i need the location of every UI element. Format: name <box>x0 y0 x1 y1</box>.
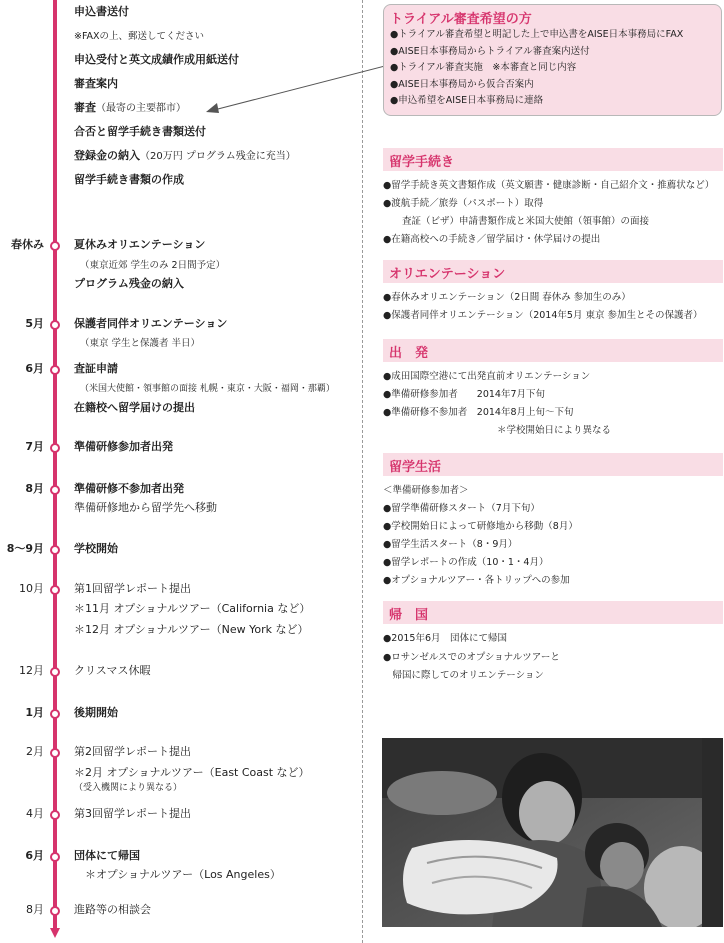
trial-item: ●申込希望をAISE日本事務局に連絡 <box>390 95 544 106</box>
timeline-dot <box>50 485 60 495</box>
section-item: ●在籍高校への手続き／留学届け・休学届けの提出 <box>383 234 601 245</box>
trial-item: ●AISE日本事務局からトライアル審査案内送付 <box>390 46 590 57</box>
month-label: 6月 <box>25 362 44 375</box>
event-line: 在籍校へ留学届けの提出 <box>74 401 195 414</box>
section-item: ●留学準備研修スタート（7月下旬） <box>383 503 540 514</box>
step-fax-note: ※FAXの上、郵送してください <box>74 31 205 42</box>
timeline-dot <box>50 667 60 677</box>
section-item: 査証（ビザ）申請書類作成と米国大使館（領事館）の面接 <box>383 216 650 227</box>
section-item: ●準備研修参加者 2014年7月下旬 <box>383 389 546 400</box>
trial-pointer-arrow <box>200 50 390 120</box>
month-label: 5月 <box>25 317 44 330</box>
section-header-departure <box>383 339 723 362</box>
timeline-dot <box>50 585 60 595</box>
timeline-dot <box>50 241 60 251</box>
section-header-orientation <box>383 260 723 283</box>
event-line: 準備研修不参加者出発 <box>74 482 184 495</box>
month-label: 7月 <box>25 440 44 453</box>
section-item: ●オプショナルツアー・各トリップへの参加 <box>383 575 570 586</box>
section-item: ●成田国際空港にて出発直前オリエンテーション <box>383 371 591 382</box>
trial-title: トライアル審査希望の方 <box>390 12 532 27</box>
section-item: ●渡航手続／旅券（パスポート）取得 <box>383 198 544 209</box>
timeline-dot <box>50 906 60 916</box>
section-header-study-life <box>383 453 723 476</box>
month-label: 4月 <box>26 807 44 820</box>
trial-item: ●トライアル審査実施 ※本審査と同じ内容 <box>390 62 577 73</box>
timeline-dot <box>50 443 60 453</box>
event-line: 準備研修地から留学先へ移動 <box>74 501 217 514</box>
timeline-dot <box>50 365 60 375</box>
section-header-procedures <box>383 148 723 171</box>
section-item: ●学校開始日によって研修地から移動（8月） <box>383 521 578 532</box>
birthday-photo <box>382 738 723 927</box>
timeline-dot <box>50 709 60 719</box>
event-line: （東京 学生と保護者 半日） <box>80 338 201 349</box>
event-line: ＊12月 オプショナルツアー（New York など） <box>74 623 309 636</box>
timeline-dot <box>50 320 60 330</box>
event-line: 夏休みオリエンテーション <box>74 238 206 251</box>
step-registration-fee-note: （20万円 プログラム残金に充当） <box>140 151 296 162</box>
section-item: ＊学校開始日により異なる <box>383 425 612 436</box>
timeline-dot <box>50 810 60 820</box>
event-line: 進路等の相談会 <box>74 903 151 916</box>
event-line: 第2回留学レポート提出 <box>74 745 191 758</box>
event-line: 準備研修参加者出発 <box>74 440 173 453</box>
timeline-arrow-head <box>50 928 60 938</box>
section-item: ●留学手続き英文書類作成（英文願書・健康診断・自己紹介文・推薦状など） <box>383 180 715 191</box>
section-title: 留学手続き <box>389 155 455 170</box>
month-label: 2月 <box>26 745 44 758</box>
event-line: ＊11月 オプショナルツアー（California など） <box>74 602 311 615</box>
section-title: オリエンテーション <box>389 267 506 282</box>
timeline-dot <box>50 545 60 555</box>
section-item: ●保護者同伴オリエンテーション（2014年5月 東京 参加生とその保護者） <box>383 310 703 321</box>
section-item: ●2015年6月 団体にて帰国 <box>383 633 508 644</box>
section-item: ●準備研修不参加者 2014年8月上旬〜下旬 <box>383 407 574 418</box>
event-line: ＊オプショナルツアー（Los Angeles） <box>74 868 281 881</box>
event-line: （米国大使館・領事館の面接 札幌・東京・大阪・福岡・那覇） <box>80 384 335 394</box>
step-send-application: 申込書送付 <box>74 5 129 18</box>
event-line: クリスマス休暇 <box>74 664 151 677</box>
month-label: 10月 <box>19 582 44 595</box>
trial-item: ●AISE日本事務局から仮合否案内 <box>390 79 534 90</box>
trial-item: ●トライアル審査希望と明記した上で申込書をAISE日本事務局にFAX <box>390 29 684 40</box>
event-line: 後期開始 <box>74 706 118 719</box>
section-item: ＜準備研修参加者＞ <box>383 485 469 496</box>
event-line: プログラム残金の納入 <box>74 277 184 290</box>
step-screening <box>74 101 186 116</box>
step-acceptance: 申込受付と英文成績作成用紙送付 <box>74 53 239 66</box>
event-line: 第1回留学レポート提出 <box>74 582 191 595</box>
event-line: 学校開始 <box>74 542 118 555</box>
section-title: 帰 国 <box>389 608 429 623</box>
trial-screening-box <box>383 4 722 116</box>
month-label: 8〜9月 <box>6 542 44 555</box>
event-line: （東京近郊 学生のみ 2日間予定） <box>80 260 226 271</box>
section-header-return <box>383 601 723 624</box>
event-line: ＊2月 オプショナルツアー（East Coast など） <box>74 766 310 779</box>
section-item: ●春休みオリエンテーション（2日間 春休み 参加生のみ） <box>383 292 631 303</box>
section-item: 帰国に際してのオリエンテーション <box>383 670 544 681</box>
step-prepare-documents: 留学手続き書類の作成 <box>74 173 184 186</box>
event-line: （受入機関により異なる） <box>74 783 183 793</box>
section-title: 出 発 <box>389 346 429 361</box>
step-registration-fee <box>74 149 296 164</box>
month-label: 12月 <box>19 664 44 677</box>
event-line: 第3回留学レポート提出 <box>74 807 191 820</box>
step-screening-label: 審査 <box>74 101 96 114</box>
month-label: 1月 <box>25 706 44 719</box>
timeline-dot <box>50 852 60 862</box>
month-label: 8月 <box>26 903 44 916</box>
timeline-dot <box>50 748 60 758</box>
section-title: 留学生活 <box>389 460 442 475</box>
month-label: 6月 <box>25 849 44 862</box>
section-item: ●留学生活スタート（8・9月） <box>383 539 518 550</box>
month-label: 8月 <box>25 482 44 495</box>
section-item: ●ロサンゼルスでのオプショナルツアーと <box>383 652 560 663</box>
event-line: 査証申請 <box>74 362 118 375</box>
event-line: 団体にて帰国 <box>74 849 140 862</box>
step-registration-fee-label: 登録金の納入 <box>74 149 140 162</box>
step-result-docs: 合否と留学手続き書類送付 <box>74 125 206 138</box>
event-line: 保護者同伴オリエンテーション <box>74 317 228 330</box>
column-divider <box>362 0 363 943</box>
month-label: 春休み <box>11 238 44 251</box>
step-screening-note: （最寄の主要都市） <box>96 103 186 114</box>
step-screening-guide: 審査案内 <box>74 77 118 90</box>
section-item: ●留学レポートの作成（10・1・4月） <box>383 557 549 568</box>
photo-illustration <box>382 738 723 927</box>
timeline-line <box>53 0 57 930</box>
